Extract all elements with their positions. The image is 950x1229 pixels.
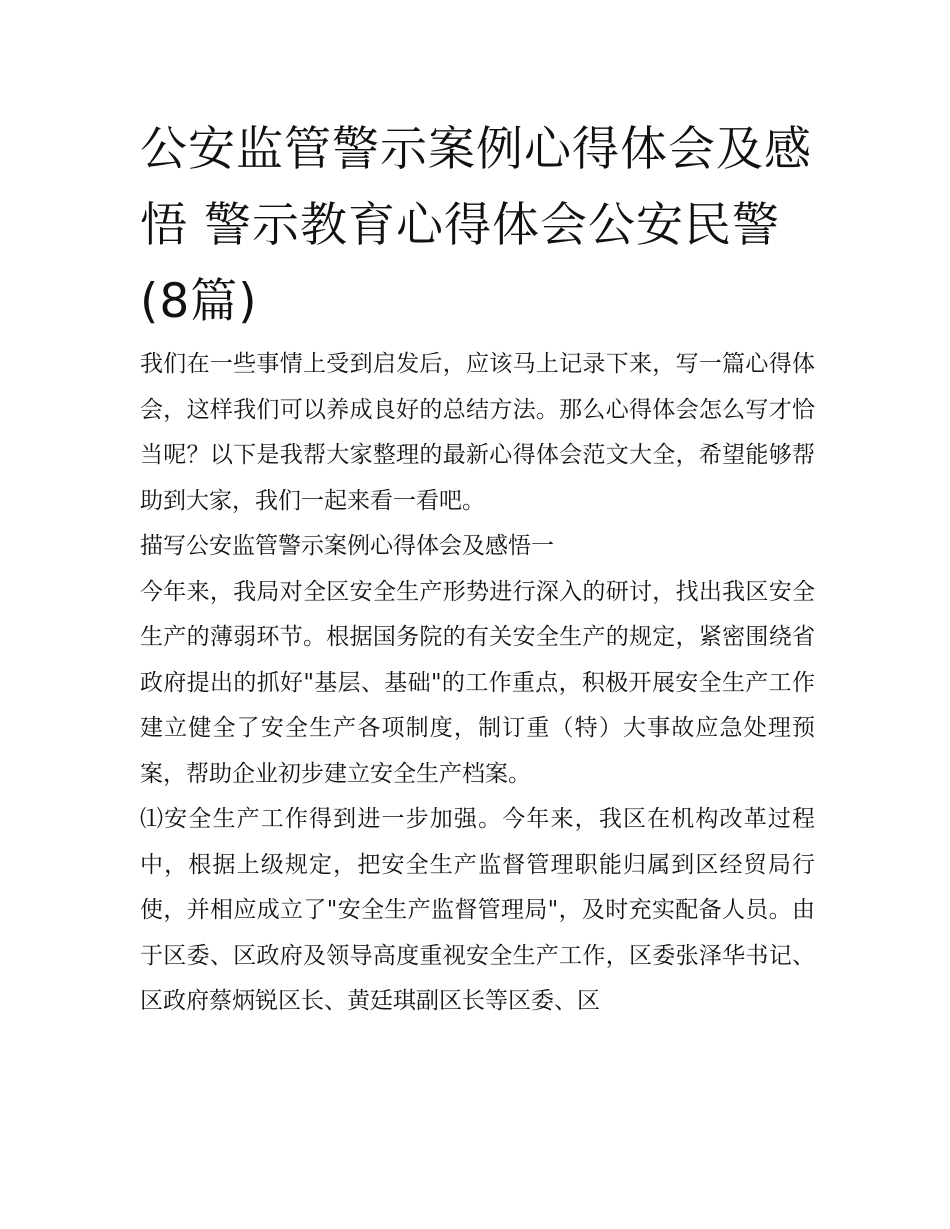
document-body [140,342,815,1025]
intro-paragraph: 我们在一些事情上受到启发后，应该马上记录下来，写一篇心得体会，这样我们可以养成良好的总结方法。那么心得体会怎么写才恰当呢？以下是我帮大家整理的最新心得体会范文大全，希望能够帮助到大家，我们一起来看一看吧。 [140,351,815,514]
body-paragraph: ⑴安全生产工作得到进一步加强。今年来，我区在机构改革过程中，根据上级规定，把安全生产监督管理职能归属到区经贸局行使，并相应成立了"安全生产监督管理局"，及时充实配备人员。由于区委、区政府及领导高度重视安全生产工作，区委张泽华书记、区政府蔡炳锐区长、黄廷琪副区长等区委、区 [140,806,815,1014]
document-title: 公安监管警示案例心得体会及感悟 警示教育心得体会公安民警(8篇) [140,122,812,329]
document-page [140,112,815,1025]
section-heading: 描写公安监管警示案例心得体会及感悟一 [140,533,554,559]
body-paragraph: 今年来，我局对全区安全生产形势进行深入的研讨，找出我区安全生产的薄弱环节。根据国务院的有关安全生产的规定，紧密围绕省政府提出的抓好"基层、基础"的工作重点，积极开展安全生产工作建立健全了安全生产各项制度，制订重（特）大事故应急处理预案，帮助企业初步建立安全生产档案。 [140,578,815,787]
